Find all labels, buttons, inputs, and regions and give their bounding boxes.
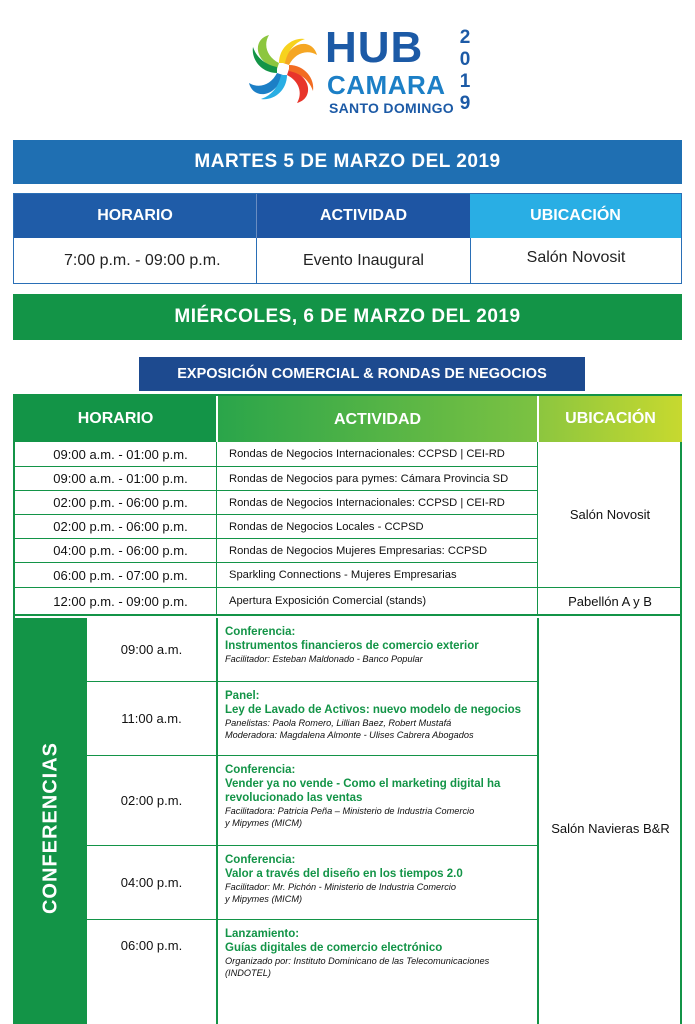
header-actividad: ACTIVIDAD xyxy=(256,194,470,238)
conference-type: Conferencia: xyxy=(225,764,296,776)
conference-detail: Moderadora: Magdalena Almonte - Ulises Cabrera Abogados xyxy=(225,730,474,740)
cell-actividad: Evento Inaugural xyxy=(256,238,470,283)
table-row xyxy=(15,563,537,588)
conference-title: Guías digitales de comercio electrónico xyxy=(225,942,443,954)
header-actividad: ACTIVIDAD xyxy=(216,396,537,442)
day1-schedule-table xyxy=(13,193,682,284)
conference-item xyxy=(216,920,537,1024)
cell-actividad: Rondas de Negocios para pymes: Cámara Provincia SD xyxy=(216,467,537,490)
logo-year-digit: 2 xyxy=(459,27,471,48)
cell-horario: 09:00 a.m. - 01:00 p.m. xyxy=(53,446,188,462)
conferencias-sidebar xyxy=(15,618,87,1024)
conference-detail: Facilitadora: Patricia Peña – Ministerio de Industria Comercio xyxy=(225,806,475,816)
conference-type: Lanzamiento: xyxy=(225,928,300,940)
conference-time: 02:00 p.m. xyxy=(87,756,216,846)
header-horario: HORARIO xyxy=(15,396,216,442)
cell-horario: 12:00 p.m. - 09:00 p.m. xyxy=(53,593,188,609)
conference-detail: Panelistas: Paola Romero, Lillian Baez, Robert Mustafá xyxy=(225,718,452,728)
conference-time: 06:00 p.m. xyxy=(120,938,183,953)
header-ubicacion: UBICACIÓN xyxy=(470,194,681,238)
conference-type: Conferencia: xyxy=(225,854,296,866)
conferencias-label: CONFERENCIAS xyxy=(39,741,62,915)
conference-time: 04:00 p.m. xyxy=(87,846,216,920)
logo-year-digit: 0 xyxy=(459,49,471,70)
conference-detail: Facilitador: Esteban Maldonado - Banco Popular xyxy=(225,654,423,664)
cell-horario: 04:00 p.m. - 06:00 p.m. xyxy=(53,543,188,558)
cell-ubicacion: Salón Novosit xyxy=(470,238,681,283)
logo-year-digit: 9 xyxy=(459,93,471,114)
cell-ubicacion-pabellon: Pabellón A y B xyxy=(537,588,682,616)
logo-hub-text: HUB xyxy=(325,23,424,72)
hub-camara-logo xyxy=(243,23,483,123)
conference-title: Instrumentos financieros de comercio exterior xyxy=(225,640,479,652)
cell-actividad: Apertura Exposición Comercial (stands) xyxy=(216,588,537,614)
conference-time: 11:00 a.m. xyxy=(87,682,216,756)
cell-ubicacion-novosit: Salón Novosit xyxy=(537,442,682,588)
cell-actividad: Rondas de Negocios Locales - CCPSD xyxy=(216,515,537,538)
cell-horario: 7:00 p.m. - 09:00 p.m. xyxy=(64,252,221,269)
conference-item xyxy=(216,846,537,920)
conference-title: Ley de Lavado de Activos: nuevo modelo de negocios xyxy=(225,704,522,716)
table-row xyxy=(15,539,537,563)
table-row xyxy=(15,467,537,491)
cell-horario: 02:00 p.m. - 06:00 p.m. xyxy=(53,495,188,510)
cell-horario: 09:00 a.m. - 01:00 p.m. xyxy=(53,471,188,486)
day1-banner: MARTES 5 DE MARZO DEL 2019 xyxy=(13,140,682,184)
conference-detail: Organizado por: Instituto Dominicano de las Telecomunicaciones xyxy=(225,956,490,966)
day2-banner: MIÉRCOLES, 6 DE MARZO DEL 2019 xyxy=(13,294,682,340)
header-horario: HORARIO xyxy=(14,194,256,238)
cell-actividad: Rondas de Negocios Internacionales: CCPSD | CEI-RD xyxy=(216,442,537,466)
table-row xyxy=(15,588,537,616)
cell-actividad: Rondas de Negocios Mujeres Empresarias: CCPSD xyxy=(216,539,537,562)
table-row xyxy=(15,442,537,467)
day2-schedule-table xyxy=(13,394,682,1024)
cell-horario: 02:00 p.m. - 06:00 p.m. xyxy=(53,519,188,534)
conference-detail: y Mipymes (MICM) xyxy=(225,818,303,828)
cell-actividad: Sparkling Connections - Mujeres Empresarias xyxy=(216,563,537,587)
conference-type: Conferencia: xyxy=(225,626,296,638)
conference-detail: Facilitador: Mr. Pichón - Ministerio de Industria Comercio xyxy=(225,882,456,892)
conference-item xyxy=(216,682,537,756)
header-ubicacion: UBICACIÓN xyxy=(537,396,682,442)
conference-type: Panel: xyxy=(225,690,260,702)
conference-item xyxy=(216,618,537,682)
logo-city-text: SANTO DOMINGO xyxy=(329,100,454,116)
conference-title: Vender ya no vende - Como el marketing digital ha revolucionado las ventas xyxy=(225,778,501,804)
table-row xyxy=(15,515,537,539)
logo-camara-text: CAMARA xyxy=(327,70,446,100)
logo-year-digit: 1 xyxy=(459,71,471,92)
table-row xyxy=(15,491,537,515)
conference-item xyxy=(216,756,537,846)
section-title: EXPOSICIÓN COMERCIAL & RONDAS DE NEGOCIOS xyxy=(139,357,585,391)
conference-time: 09:00 a.m. xyxy=(87,618,216,682)
logo-year xyxy=(456,27,474,115)
conference-title: Valor a través del diseño en los tiempos 2.0 xyxy=(225,868,463,880)
conference-detail: (INDOTEL) xyxy=(225,968,271,978)
cell-horario: 06:00 p.m. - 07:00 p.m. xyxy=(53,567,188,583)
pinwheel-logo-icon xyxy=(243,29,323,109)
conference-detail: y Mipymes (MICM) xyxy=(225,894,303,904)
cell-ubicacion-navieras: Salón Navieras B&R xyxy=(537,618,682,1024)
cell-actividad: Rondas de Negocios Internacionales: CCPSD | CEI-RD xyxy=(216,491,537,514)
